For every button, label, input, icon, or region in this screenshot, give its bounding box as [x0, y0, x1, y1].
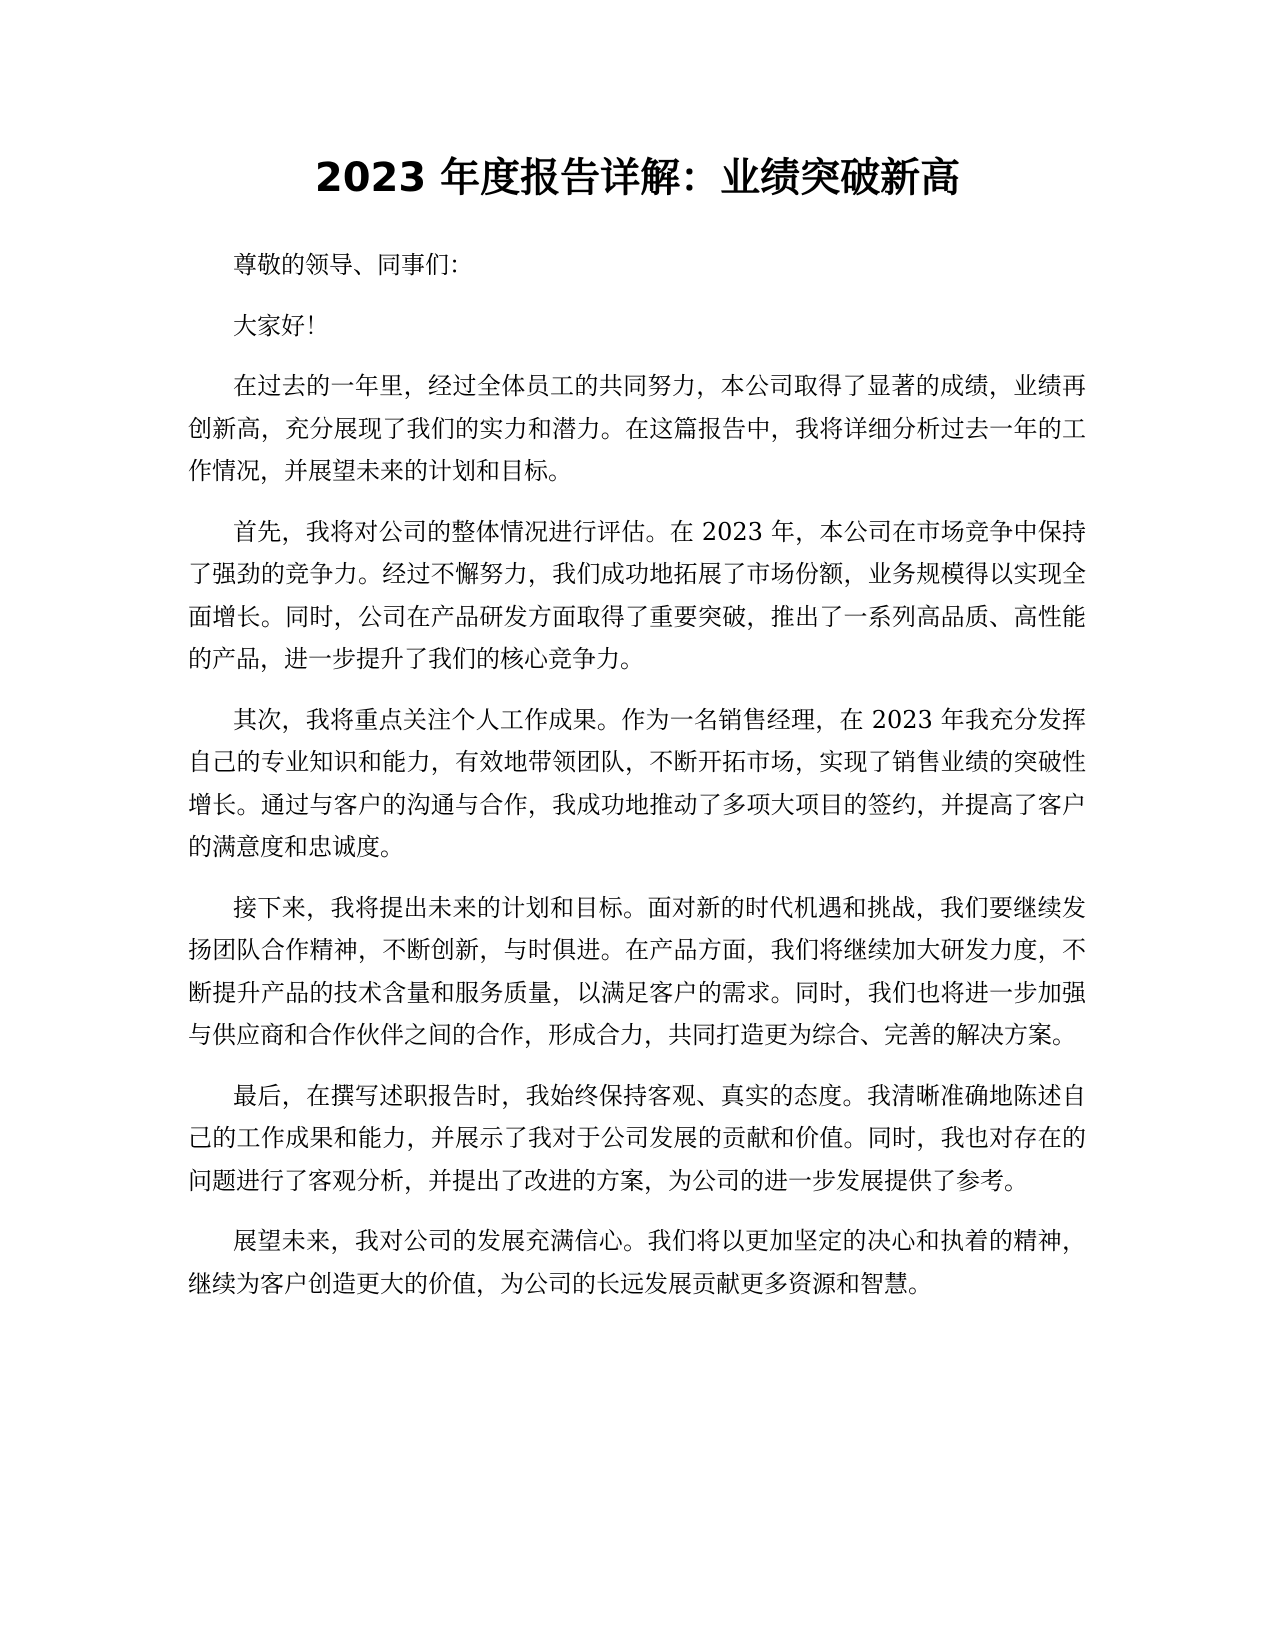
paragraph-personal-results: 其次，我将重点关注个人工作成果。作为一名销售经理，在 2023 年我充分发挥自己的专业知识和能力，有效地带领团队，不断开拓市场，实现了销售业绩的突破性增长。通过与客户的沟通与合作，我成功地推动了多项大项目的签约，并提高了客户的满意度和忠诚度。: [188, 705, 1086, 861]
document-title: 2023 年度报告详解：业绩突破新高: [314, 155, 961, 201]
paragraph-outlook: 展望未来，我对公司的发展充满信心。我们将以更加坚定的决心和执着的精神，继续为客户创造更大的价值，为公司的长远发展贡献更多资源和智慧。: [188, 1227, 1086, 1298]
salutation: 尊敬的领导、同事们：: [233, 251, 473, 279]
document-body: [188, 244, 1086, 1323]
paragraph-intro: 在过去的一年里，经过全体员工的共同努力，本公司取得了显著的成绩，业绩再创新高，充分展现了我们的实力和潜力。在这篇报告中，我将详细分析过去一年的工作情况，并展望未来的计划和目标。: [188, 372, 1086, 485]
paragraph-report-attitude: 最后，在撰写述职报告时，我始终保持客观、真实的态度。我清晰准确地陈述自己的工作成果和能力，并展示了我对于公司发展的贡献和价值。同时，我也对存在的问题进行了客观分析，并提出了改进的方案，为公司的进一步发展提供了参考。: [188, 1081, 1086, 1195]
paragraph-company-evaluation: 首先，我将对公司的整体情况进行评估。在 2023 年，本公司在市场竞争中保持了强劲的竞争力。经过不懈努力，我们成功地拓展了市场份额，业务规模得以实现全面增长。同时，公司在产品研发方面取得了重要突破，推出了一系列高品质、高性能的产品，进一步提升了我们的核心竞争力。: [188, 517, 1086, 673]
greeting: 大家好！: [233, 311, 329, 340]
paragraph-future-plans: 接下来，我将提出未来的计划和目标。面对新的时代机遇和挑战，我们要继续发扬团队合作精神，不断创新，与时俱进。在产品方面，我们将继续加大研发力度，不断提升产品的技术含量和服务质量，以满足客户的需求。同时，我们也将进一步加强与供应商和合作伙伴之间的合作，形成合力，共同打造更为综合、完善的解决方案。: [188, 893, 1086, 1049]
